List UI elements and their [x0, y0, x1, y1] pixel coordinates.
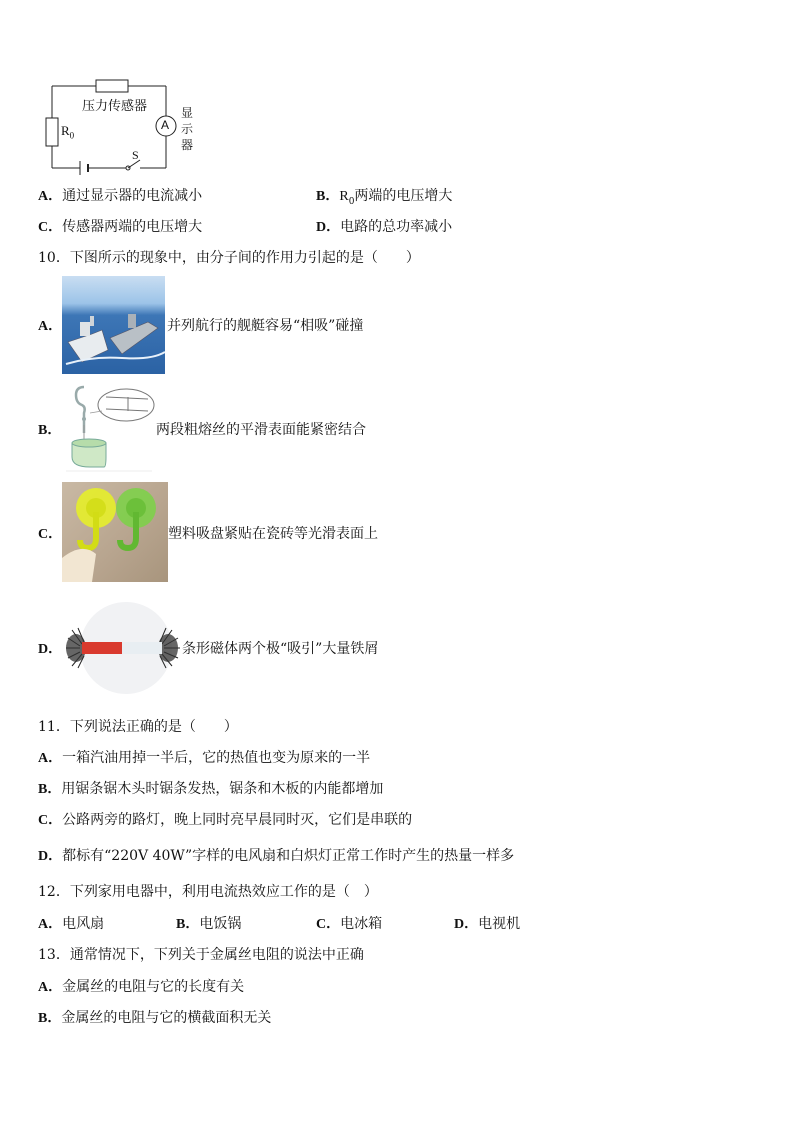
- display-label-char-2: 示: [181, 122, 194, 136]
- q10-option-d-letter: D．: [38, 642, 63, 657]
- fuse-wire-photo: [62, 383, 156, 475]
- ships-photo: [62, 276, 165, 374]
- option-text-sub: 0: [348, 196, 355, 207]
- q11-option-d: D．都标有“220V 40W”字样的电风扇和白炽灯正常工作时产生的热量一样多: [38, 848, 515, 864]
- q10-option-b-text: 两段粗熔丝的平滑表面能紧密结合: [156, 422, 366, 438]
- q9-option-b: [316, 187, 452, 211]
- option-letter: B．: [316, 189, 340, 204]
- option-letter: D．: [316, 220, 341, 235]
- q10-stem: 10．下图所示的现象中，由分子间的作用力引起的是（ ）: [38, 250, 420, 266]
- q13-stem: 13．通常情况下，下列关于金属丝电阻的说法中正确: [38, 947, 364, 963]
- switch-label: S: [132, 148, 139, 162]
- sensor-label: 压力传感器: [82, 99, 148, 114]
- q12-option-a: A．电风扇: [38, 916, 105, 932]
- q10-option-b-letter: B．: [38, 423, 62, 438]
- q12-option-c: C．电冰箱: [316, 916, 383, 932]
- q10-option-c-letter: C．: [38, 527, 63, 542]
- q12-option-d: D．电视机: [454, 916, 521, 932]
- option-letter: A．: [38, 189, 63, 204]
- ammeter-symbol: A: [161, 118, 170, 132]
- option-text-r: R: [339, 189, 349, 204]
- option-text: 电路的总功率减小: [340, 219, 453, 235]
- display-label-char-1: 显: [181, 106, 194, 120]
- q11-option-a: A．一箱汽油用掉一半后，它的热值也变为原来的一半: [38, 750, 371, 766]
- q13-option-b: B．金属丝的电阻与它的横截面积无关: [38, 1010, 272, 1026]
- q9-option-c: [38, 218, 202, 237]
- option-letter: C．: [38, 220, 63, 235]
- q10-option-d-text: 条形磁体两个极“吸引”大量铁屑: [182, 641, 379, 657]
- q13-option-a: A．金属丝的电阻与它的长度有关: [38, 979, 245, 995]
- suction-hooks-photo: [62, 482, 168, 582]
- q10-option-a-text: 并列航行的舰艇容易“相吸”碰撞: [167, 318, 364, 334]
- q10-option-a-letter: A．: [38, 319, 63, 334]
- r0-resistor: [46, 118, 58, 146]
- q10-option-c-text: 塑料吸盘紧贴在瓷砖等光滑表面上: [168, 526, 378, 542]
- bar-magnet-photo: [62, 600, 182, 696]
- q12-stem: 12．下列家用电器中，利用电流热效应工作的是（ ）: [38, 884, 378, 900]
- q9-option-d: [316, 218, 452, 237]
- q11-option-c: C．公路两旁的路灯，晚上同时亮早晨同时灭，它们是串联的: [38, 812, 413, 828]
- q11-stem: 11．下列说法正确的是（ ）: [38, 719, 238, 735]
- q9-option-a: [38, 187, 202, 206]
- q12-option-b: B．电饭锅: [176, 916, 242, 932]
- option-text: 两端的电压增大: [354, 188, 453, 204]
- option-text: 传感器两端的电压增大: [62, 219, 203, 235]
- option-text: 通过显示器的电流减小: [62, 188, 203, 204]
- q11-option-b: B．用锯条锯木头时锯条发热，锯条和木板的内能都增加: [38, 781, 384, 797]
- r0-label: $R_0$: [61, 123, 75, 141]
- display-label-char-3: 器: [181, 138, 194, 152]
- sensor-resistor: [96, 80, 128, 92]
